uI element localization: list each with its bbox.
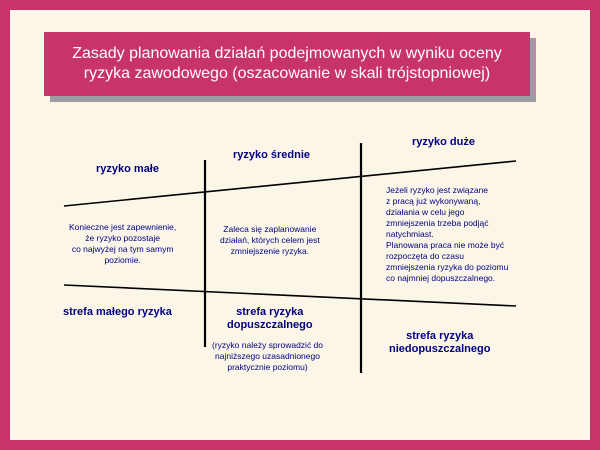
lower-boundary-line (64, 285, 516, 306)
zone-medium-label: strefa ryzyka dopuszczalnego (227, 306, 313, 331)
level-medium-label: ryzyko średnie (233, 149, 311, 161)
description-small: Konieczne jest zapewnienie, że ryzyko pozostaje co najwyżej na tym samym poziomie. (69, 222, 177, 265)
zone-small-label: strefa małego ryzyka (63, 306, 172, 318)
title-line-1: Zasady planowania działań podejmowanych w wyniku oceny (72, 45, 502, 62)
title-line-2: ryzyka zawodowego (oszacowanie w skali trójstopniowej) (83, 65, 491, 82)
zone-large-label: strefa ryzyka niedopuszczalnego (389, 330, 491, 355)
description-medium: Zaleca się zaplanowanie działań, których celem jest zmniejszenie ryzyka. (220, 224, 320, 256)
level-large-label: ryzyko duże (412, 136, 475, 148)
description-large: Jeżeli ryzyko jest związane z pracą już wykonywaną, działania w celu jego zmniejszenia trzeba podjąć natychmiast. Planowana praca nie może być rozpoczęta do czasu zmniejszenia ryzyka do poziomu co najmniej dopuszczalnego. (386, 185, 509, 283)
zone-medium-note: (ryzyko należy sprowadzić do najniższego uzasadnionego praktycznie poziomu) (212, 340, 324, 372)
level-small-label: ryzyko małe (96, 163, 159, 175)
